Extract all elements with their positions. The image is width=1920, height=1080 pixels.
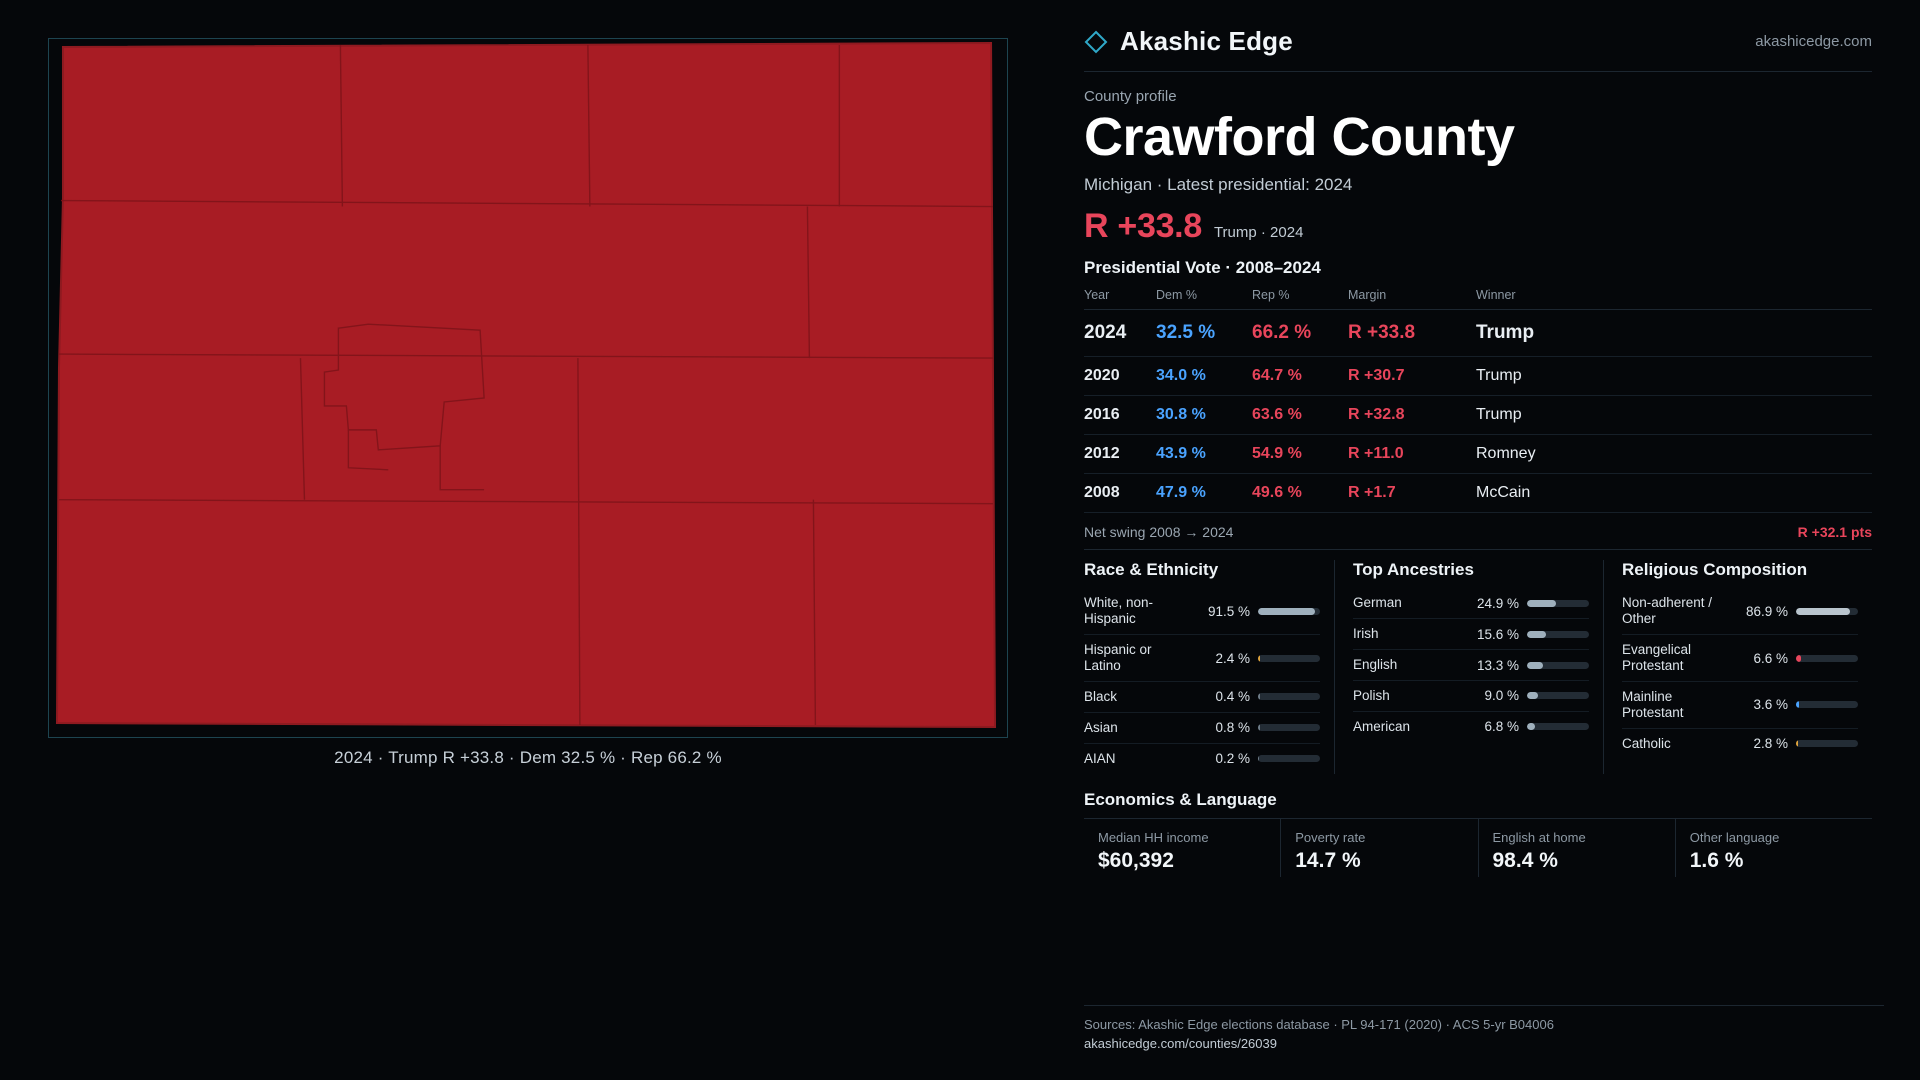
race-bar	[1258, 755, 1320, 762]
ancestry-bar	[1527, 723, 1589, 730]
race-bar	[1258, 608, 1320, 615]
brand-left	[1084, 26, 1293, 57]
religion-value: 86.9 %	[1745, 603, 1788, 619]
col-winner: Winner	[1476, 288, 1872, 310]
ancestry-label: Irish	[1353, 626, 1379, 642]
ancestry-label: English	[1353, 657, 1398, 673]
religion-label: Catholic	[1622, 735, 1671, 751]
ancestry-label: German	[1353, 595, 1402, 611]
table-header-row	[1084, 288, 1872, 310]
econ-cell-poverty	[1280, 819, 1477, 877]
econ-value: 14.7 %	[1295, 848, 1361, 872]
cell-year: 2024	[1084, 310, 1156, 357]
sources-block	[1084, 1005, 1884, 1054]
col-dem: Dem %	[1156, 288, 1252, 310]
diamond-icon	[1084, 30, 1108, 54]
list-item	[1084, 744, 1320, 774]
demographics-row	[1084, 560, 1872, 773]
econ-value: $60,392	[1098, 848, 1174, 872]
cell-rep: 66.2 %	[1252, 310, 1348, 357]
list-item	[1353, 650, 1589, 681]
table-row	[1084, 357, 1872, 396]
cell-margin: R +30.7	[1348, 357, 1476, 396]
econ-cell-income	[1084, 819, 1280, 877]
brand-bar	[1084, 26, 1872, 72]
cell-margin: R +1.7	[1348, 474, 1476, 513]
col-rep: Rep %	[1252, 288, 1348, 310]
col-year: Year	[1084, 288, 1156, 310]
cell-winner: McCain	[1476, 474, 1872, 513]
cell-rep: 64.7 %	[1252, 357, 1348, 396]
cell-dem: 32.5 %	[1156, 310, 1252, 357]
net-swing-row	[1084, 524, 1872, 550]
list-item	[1084, 588, 1320, 635]
religion-value: 3.6 %	[1753, 697, 1788, 713]
table-row	[1084, 474, 1872, 513]
ancestry-value: 6.8 %	[1484, 719, 1519, 735]
presidential-vote-table	[1084, 288, 1872, 513]
religious-composition-panel	[1603, 560, 1872, 773]
cell-dem: 43.9 %	[1156, 435, 1252, 474]
ancestry-value: 24.9 %	[1476, 595, 1519, 611]
religion-bar	[1796, 740, 1858, 747]
economics-row	[1084, 818, 1872, 877]
religion-bar	[1796, 655, 1858, 662]
economics-title: Economics & Language	[1084, 789, 1277, 809]
econ-value: 98.4 %	[1492, 848, 1558, 872]
race-value: 2.4 %	[1215, 650, 1250, 666]
list-item	[1353, 588, 1589, 619]
list-item	[1622, 588, 1858, 635]
county-map-svg	[49, 39, 1007, 737]
econ-label: Other language	[1689, 829, 1780, 845]
cell-winner: Trump	[1476, 310, 1872, 357]
religion-label: Evangelical Protestant	[1622, 642, 1692, 673]
headline-margin	[1084, 207, 1872, 246]
list-item	[1084, 635, 1320, 682]
race-label: Asian	[1084, 719, 1118, 735]
econ-cell-english	[1478, 819, 1675, 877]
cell-dem: 34.0 %	[1156, 357, 1252, 396]
ancestry-value: 9.0 %	[1484, 688, 1519, 704]
sources-line: Sources: Akashic Edge elections database · PL 94-171 (2020) · ACS 5-yr B04006	[1084, 1017, 1554, 1033]
list-item	[1622, 635, 1858, 682]
cell-winner: Romney	[1476, 435, 1872, 474]
headline-margin-sub: Trump · 2024	[1213, 224, 1304, 242]
ancestry-bar	[1527, 631, 1589, 638]
econ-cell-other-language	[1675, 819, 1872, 877]
religion-label: Non-adherent / Other	[1622, 595, 1713, 627]
county-shape[interactable]	[57, 43, 995, 727]
table-row	[1084, 310, 1872, 357]
race-label: Hispanic or Latino	[1084, 642, 1152, 673]
top-ancestries-panel	[1334, 560, 1603, 773]
list-item	[1353, 712, 1589, 742]
cell-winner: Trump	[1476, 396, 1872, 435]
race-bar	[1258, 693, 1320, 700]
race-title: Race & Ethnicity	[1084, 560, 1219, 580]
col-margin: Margin	[1348, 288, 1476, 310]
econ-value: 1.6 %	[1689, 848, 1744, 872]
state-subline: Michigan · Latest presidential: 2024	[1084, 175, 1353, 195]
net-swing-label: Net swing 2008 → 2024	[1084, 524, 1234, 541]
cell-year: 2012	[1084, 435, 1156, 474]
list-item	[1622, 729, 1858, 759]
race-value: 0.2 %	[1215, 751, 1250, 767]
brand-name: Akashic Edge	[1120, 26, 1293, 56]
religion-title: Religious Composition	[1622, 560, 1808, 580]
race-label: Black	[1084, 688, 1118, 704]
net-swing-value: R +32.1 pts	[1797, 524, 1872, 541]
ancestry-label: American	[1353, 718, 1411, 734]
table-row	[1084, 435, 1872, 474]
cell-winner: Trump	[1476, 357, 1872, 396]
religion-value: 2.8 %	[1753, 736, 1788, 752]
cell-rep: 54.9 %	[1252, 435, 1348, 474]
econ-label: English at home	[1492, 829, 1586, 845]
cell-margin: R +11.0	[1348, 435, 1476, 474]
cell-dem: 30.8 %	[1156, 396, 1252, 435]
econ-label: Poverty rate	[1295, 829, 1366, 845]
race-bar	[1258, 724, 1320, 731]
cell-year: 2008	[1084, 474, 1156, 513]
map-caption: 2024 · Trump R +33.8 · Dem 32.5 % · Rep 66.2 %	[334, 748, 722, 767]
list-item	[1353, 619, 1589, 650]
cell-year: 2016	[1084, 396, 1156, 435]
ancestry-bar	[1527, 692, 1589, 699]
religion-bar	[1796, 701, 1858, 708]
race-value: 91.5 %	[1207, 603, 1250, 619]
county-map-frame[interactable]	[48, 38, 1008, 738]
info-panel	[1040, 0, 1920, 1080]
cell-rep: 49.6 %	[1252, 474, 1348, 513]
race-label: AIAN	[1084, 750, 1116, 766]
brand-url: akashicedge.com	[1755, 33, 1872, 50]
religion-bar	[1796, 608, 1858, 615]
cell-year: 2020	[1084, 357, 1156, 396]
cell-margin: R +33.8	[1348, 310, 1476, 357]
race-bar	[1258, 655, 1320, 662]
list-item	[1622, 682, 1858, 729]
source-url[interactable]: akashicedge.com/counties/26039	[1084, 1036, 1277, 1052]
ancestry-value: 13.3 %	[1476, 657, 1519, 673]
cell-rep: 63.6 %	[1252, 396, 1348, 435]
religion-value: 6.6 %	[1753, 650, 1788, 666]
list-item	[1084, 713, 1320, 744]
race-ethnicity-panel	[1084, 560, 1334, 773]
race-value: 0.8 %	[1215, 720, 1250, 736]
list-item	[1084, 682, 1320, 713]
table-row	[1084, 396, 1872, 435]
list-item	[1353, 681, 1589, 712]
cell-dem: 47.9 %	[1156, 474, 1252, 513]
ancestry-label: Polish	[1353, 688, 1390, 703]
religion-label: Mainline Protestant	[1622, 688, 1684, 720]
ancestry-bar	[1527, 662, 1589, 669]
ancestry-title: Top Ancestries	[1353, 560, 1474, 580]
ancestry-value: 15.6 %	[1476, 626, 1519, 642]
headline-margin-value: R +33.8	[1084, 207, 1202, 246]
votes-section-title: Presidential Vote · 2008–2024	[1084, 258, 1321, 278]
race-label: White, non-Hispanic	[1084, 595, 1154, 627]
page-title: Crawford County	[1084, 107, 1515, 167]
page-eyebrow: County profile	[1084, 88, 1177, 105]
cell-margin: R +32.8	[1348, 396, 1476, 435]
ancestry-bar	[1527, 600, 1589, 607]
econ-label: Median HH income	[1098, 829, 1209, 845]
race-value: 0.4 %	[1215, 689, 1250, 705]
